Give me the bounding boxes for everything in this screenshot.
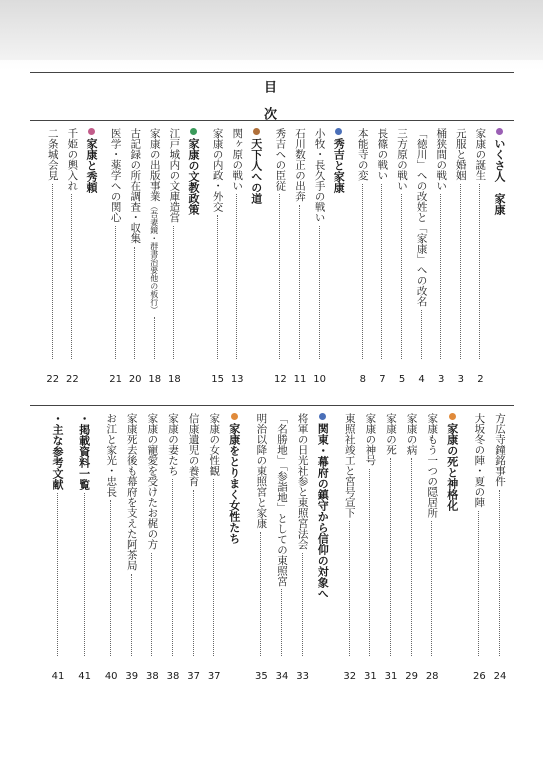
page-number: 8 [359,374,366,385]
toc-entry[interactable] [372,128,391,362]
leader-dots [236,194,237,359]
leader-dots [319,226,320,360]
toc-entry[interactable] [381,413,400,659]
page-number: 3 [438,374,445,385]
page-number: 28 [425,671,439,682]
entry-title: 二条城会見 [46,128,59,181]
section-mark: ・ [77,413,91,424]
toc-entry[interactable] [469,413,488,659]
entry-title: 家康の文教政策 [187,138,200,215]
entry-title: 古記録の所在調査・収集 [129,128,142,244]
page-number: 3 [457,374,464,385]
entry-title: 家康をとりまく女性たち [227,423,241,544]
entry-title: 関東・幕府の鎮守から信仰の対象へ [316,423,330,599]
leader-dots [279,194,280,359]
toc-entry[interactable] [227,128,246,362]
toc-entry[interactable] [142,413,161,659]
leader-dots [131,574,132,657]
title-rule [30,120,514,121]
toc-entry[interactable] [125,128,144,362]
toc-entry[interactable] [290,128,309,362]
leader-dots [390,458,391,656]
page-number: 24 [493,671,507,682]
entry-title: 三方原の戦い [396,128,408,191]
page-number: 20 [128,374,142,385]
entry-title: 長篠の戦い [376,128,389,181]
toc-entry[interactable] [101,413,120,659]
page-number: 11 [293,374,307,385]
toc-entry[interactable] [251,413,270,659]
entry-title: 家康の誕生 [474,128,487,181]
entry-title: 関ヶ原の戦い [231,128,244,191]
toc-section-heading[interactable] [247,128,266,362]
page-number: 29 [405,671,418,682]
toc-entry[interactable] [122,413,141,659]
page-number: 35 [255,671,268,682]
leader-dots [421,310,422,360]
toc-entry[interactable] [62,128,81,362]
toc-entry[interactable] [106,128,125,362]
toc-entry[interactable] [422,413,441,659]
toc-entry[interactable] [431,128,450,362]
page-number: 38 [146,671,159,682]
entry-title: 千姫の輿入れ [66,128,79,191]
toc-section-heading[interactable] [75,413,94,659]
page-number: 4 [418,374,425,385]
section-bullet-icon [190,128,197,135]
leader-dots [299,205,300,360]
toc-entry[interactable] [392,128,411,362]
toc-entry[interactable] [270,128,289,362]
leader-dots [154,317,155,360]
leader-dots [411,458,412,656]
toc-entry[interactable] [43,128,62,362]
page-number: 7 [379,374,386,385]
toc-bottom-band [30,413,514,682]
page-number: 41 [78,671,91,682]
page-number: 40 [104,671,118,682]
entry-title: 掲載資料一覧 [77,424,91,490]
page-number: 31 [364,671,377,682]
page-number: 38 [166,671,180,682]
entry-title: 主な参考文献 [51,424,64,490]
section-bullet-icon [335,128,342,135]
page-number: 12 [274,374,287,385]
page-number: 33 [296,671,309,682]
entry-title: 元服と婚姻 [454,128,467,181]
entry-title: 東照社竣工と宮号宣下 [343,413,356,518]
toc-section-heading[interactable] [82,128,101,362]
entry-title: 家康の死と神格化 [445,423,459,511]
toc-section-heading[interactable] [184,128,203,362]
toc-entry[interactable] [184,413,203,659]
leader-dots [478,511,479,657]
page-number: 26 [473,671,486,682]
entry-subtitle: （吾妻鏡・群書治要他の板行） [149,201,159,314]
entry-title: 桶狭間の戦い [435,128,448,191]
leader-dots [110,500,111,656]
toc-entry[interactable] [353,128,372,362]
toc-entry[interactable] [490,413,509,659]
toc-entry[interactable] [451,128,470,362]
page-number: 37 [207,671,221,682]
toc-entry[interactable] [402,413,421,659]
entry-title: 家康の女性観 [208,413,221,476]
entry-title: 江戸城内の文庫造営 [168,128,181,223]
entry-title: 信康遺児の養育 [187,413,200,487]
entry-title: 秀吉と家康 [332,138,346,193]
entry-title: お江と家光・忠長 [105,413,118,497]
entry-title: 家康の出版事業 [148,128,161,202]
entry-title: 家康もう一つの隠居所 [426,413,439,518]
page-number: 32 [343,671,357,682]
section-bullet-icon [88,128,95,135]
entry-title: 大坂冬の陣・夏の陣 [473,413,486,508]
toc-entry[interactable] [310,128,329,362]
leader-dots [431,521,432,656]
page-number: 39 [125,671,139,682]
leader-dots [217,215,218,359]
entry-title: 本能寺の変 [356,128,369,181]
leader-dots [151,553,152,657]
entry-title: 家康と秀頼 [85,138,98,193]
entry-title: 家康の寵愛を受けたお梶の方 [146,413,159,550]
leader-dots [52,184,53,360]
entry-title: 家康の死 [385,413,397,455]
entry-title: 家康の神号 [364,413,377,466]
leader-dots [381,184,382,360]
leader-dots [213,479,214,656]
middle-rule [30,405,514,406]
entry-title: 明治以降の東照宮と家康 [255,413,268,529]
entry-title: いくさ人 家康 [493,138,506,215]
entry-title: 家康の病 [405,413,418,455]
entry-title: 石川数正の出奔 [294,128,306,202]
toc-section-heading[interactable] [313,413,332,659]
entry-title: 家康の妻たち [167,413,179,476]
leader-dots [479,184,480,360]
entry-title: 小牧・長久手の戦い [313,128,326,223]
header-band [0,0,543,60]
entry-title: 方広寺鐘銘事件 [494,413,506,487]
leader-dots [369,469,370,657]
toc-title: 目次 [261,80,276,134]
entry-title: 「名勝地」「参詣地」としての東照宮 [276,413,288,587]
toc-entry[interactable] [272,413,291,659]
leader-dots [401,194,402,359]
section-mark: ・ [51,413,64,424]
leader-dots [362,184,363,360]
leader-dots [193,490,194,657]
toc-section-heading[interactable] [490,128,509,362]
section-bullet-icon [449,413,456,420]
leader-dots [57,493,58,656]
entry-title: 医学・薬学への関心 [109,128,122,223]
toc-entry[interactable] [145,128,164,362]
toc-section-heading[interactable] [443,413,462,659]
page-number: 5 [398,374,406,385]
leader-dots [71,194,72,359]
leader-dots [84,493,85,656]
toc-entry[interactable] [293,413,312,659]
section-bullet-icon [319,413,326,420]
toc-entry[interactable] [412,128,431,362]
page-number: 37 [187,671,200,682]
page-number: 18 [168,374,181,385]
leader-dots [260,532,261,657]
toc-section-heading[interactable] [48,413,67,659]
page-number: 22 [66,374,79,385]
leader-dots [460,184,461,360]
toc-top-band [30,128,514,385]
page-number: 31 [384,671,398,682]
entry-title: 天下人への道 [249,138,263,204]
leader-dots [281,589,282,656]
leader-dots [172,479,173,656]
entry-title: 将軍の日光社参と東照宮法会 [296,413,309,550]
entry-title: 秀吉への臣従 [274,128,287,191]
section-bullet-icon [496,128,503,135]
toc-section-heading[interactable] [329,128,348,362]
entry-title: 家康の内政・外交 [211,128,224,212]
toc-entry[interactable] [164,128,183,362]
top-rule [30,72,514,73]
toc-section-heading[interactable] [225,413,244,659]
leader-dots [499,490,500,657]
toc-entry[interactable] [340,413,359,659]
page-number: 10 [313,374,326,385]
section-bullet-icon [231,413,238,420]
toc-entry[interactable] [163,413,182,659]
page-number: 2 [477,374,484,385]
entry-title: 「徳川」への改姓と「家康」への改名 [415,128,428,307]
leader-dots [349,521,350,656]
leader-dots [302,553,303,657]
page-number: 41 [51,671,65,682]
entry-title: 家康死去後も幕府を支えた阿茶局 [125,413,138,571]
toc-entry[interactable] [208,128,227,362]
page-number: 13 [230,374,244,385]
toc-entry[interactable] [204,413,223,659]
page-number: 15 [211,374,224,385]
toc-entry[interactable] [470,128,489,362]
page-number: 21 [109,374,122,385]
page-number: 22 [46,374,60,385]
leader-dots [173,226,174,360]
leader-dots [115,226,116,360]
leader-dots [440,194,441,359]
section-bullet-icon [253,128,260,135]
page-number: 18 [148,374,162,385]
page-number: 34 [275,671,289,682]
toc-entry[interactable] [360,413,379,659]
leader-dots [134,247,135,360]
